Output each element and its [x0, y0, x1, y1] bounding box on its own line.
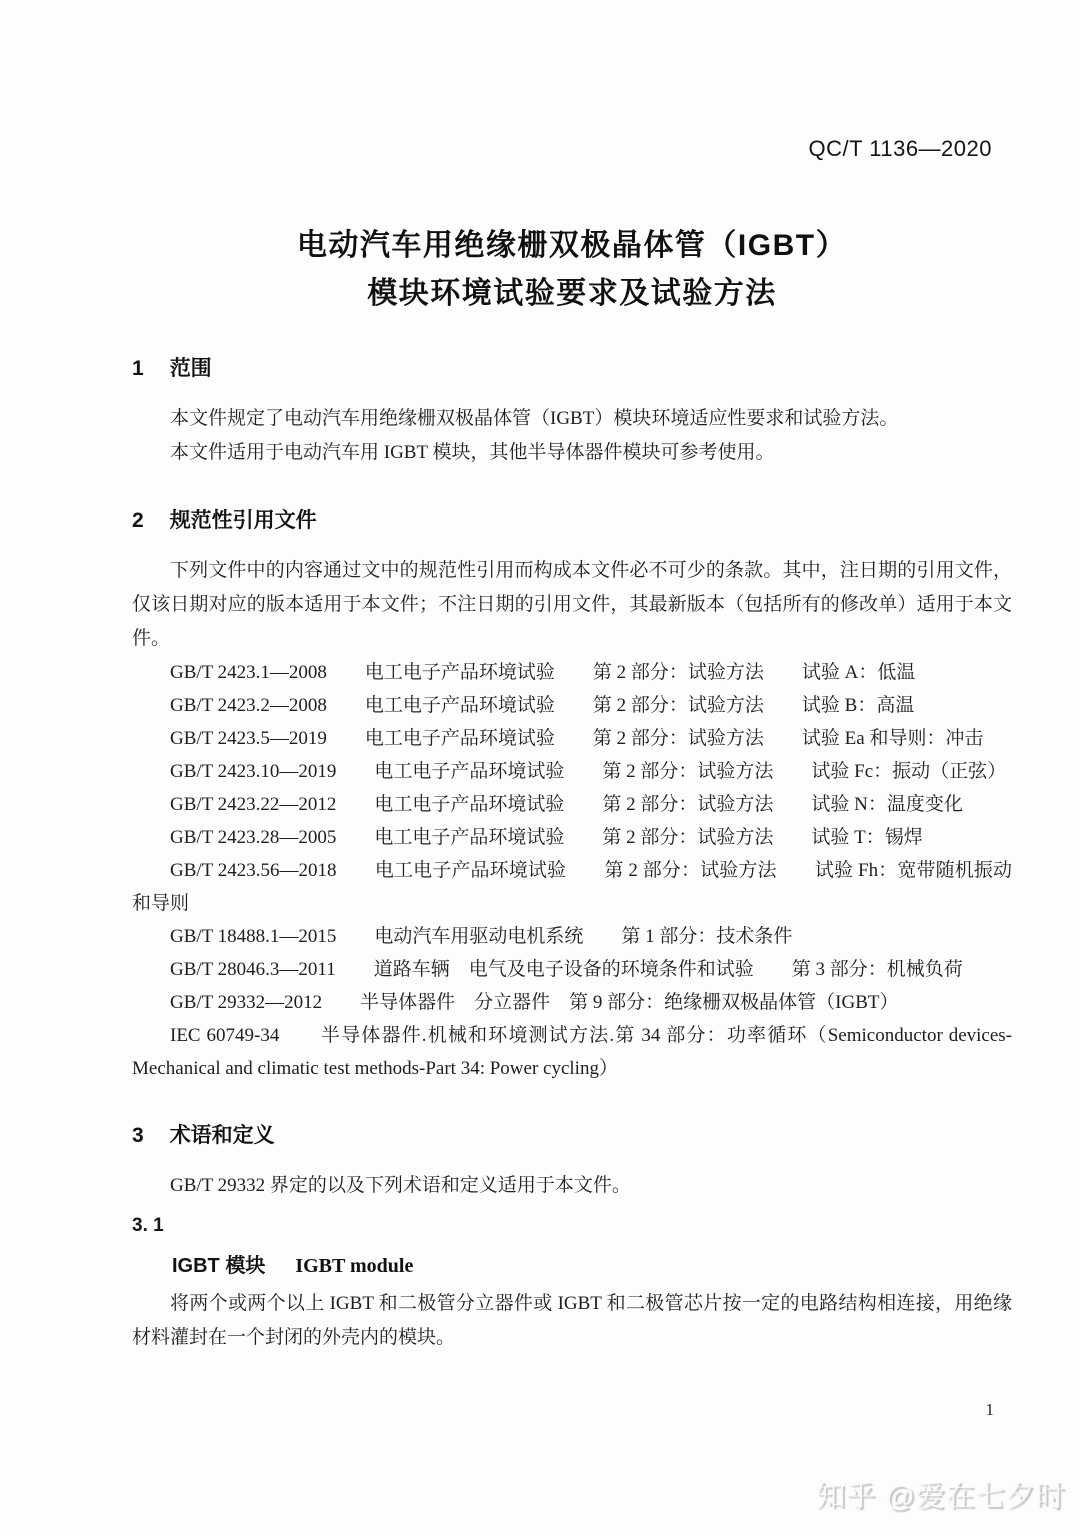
reference-item: GB/T 2423.22—2012 电工电子产品环境试验 第 2 部分：试验方法 试验 N：温度变化: [170, 794, 963, 815]
page-number: 1: [985, 1400, 994, 1419]
section-3-number: 3: [132, 1124, 144, 1147]
section-1-number: 1: [132, 357, 144, 380]
reference-item: GB/T 2423.1—2008 电工电子产品环境试验 第 2 部分：试验方法 试验 A：低温: [170, 662, 916, 683]
normative-references-list: [132, 656, 1012, 1085]
reference-item: IEC 60749-34 半导体器件.机械和环境测试方法.第 34 部分：功率循环（Semiconductor devices-Mechanical and climatic test methods-Part 34: Power cycling）: [132, 1025, 1012, 1079]
clause-number: 3. 1: [132, 1215, 164, 1236]
scope-paragraph: 本文件规定了电动汽车用绝缘栅双极晶体管（IGBT）模块环境适应性要求和试验方法。: [170, 408, 899, 429]
reference-item: GB/T 2423.10—2019 电工电子产品环境试验 第 2 部分：试验方法 试验 Fc：振动（正弦）: [170, 761, 1007, 782]
reference-item: GB/T 28046.3—2011 道路车辆 电气及电子设备的环境条件和试验 第 3 部分：机械负荷: [170, 959, 963, 980]
term-definition: 将两个或两个以上 IGBT 和二极管分立器件或 IGBT 和二极管芯片按一定的电路结构相连接，用绝缘材料灌封在一个封闭的外壳内的模块。: [132, 1293, 1012, 1348]
section-1-heading: [132, 356, 1012, 382]
scope-paragraph: 本文件适用于电动汽车用 IGBT 模块，其他半导体器件模块可参考使用。: [170, 442, 775, 463]
term-english: IGBT module: [295, 1255, 414, 1277]
document-title: [132, 222, 1012, 318]
reference-item: GB/T 29332—2012 半导体器件 分立器件 第 9 部分：绝缘栅双极晶体管（IGBT）: [170, 992, 899, 1013]
section-2-title: 规范性引用文件: [169, 509, 317, 532]
reference-item: GB/T 2423.2—2008 电工电子产品环境试验 第 2 部分：试验方法 试验 B：高温: [170, 695, 915, 716]
reference-item: GB/T 18488.1—2015 电动汽车用驱动电机系统 第 1 部分：技术条件: [170, 926, 793, 947]
standard-code: QC/T 1136—2020: [808, 136, 992, 161]
reference-item: GB/T 2423.28—2005 电工电子产品环境试验 第 2 部分：试验方法 试验 T：锡焊: [170, 827, 923, 848]
section-1-title: 范围: [169, 357, 212, 380]
document-title-line1: 电动汽车用绝缘栅双极晶体管（IGBT）: [296, 229, 848, 262]
reference-item: GB/T 2423.5—2019 电工电子产品环境试验 第 2 部分：试验方法 试验 Ea 和导则：冲击: [170, 728, 984, 749]
section-3-title: 术语和定义: [169, 1124, 275, 1147]
reference-item: GB/T 2423.56—2018 电工电子产品环境试验 第 2 部分：试验方法 试验 Fh：宽带随机振动和导则: [132, 860, 1012, 914]
section-2-number: 2: [132, 509, 144, 532]
term-line: [132, 1251, 1012, 1281]
section-2-heading: [132, 508, 1012, 534]
document-title-line2: 模块环境试验要求及试验方法: [367, 277, 777, 310]
watermark: 知乎 @爱在七夕时: [816, 1481, 1066, 1513]
section-3-heading: [132, 1123, 1012, 1149]
terms-intro: GB/T 29332 界定的以及下列术语和定义适用于本文件。: [170, 1175, 631, 1196]
term-chinese: IGBT 模块: [172, 1255, 266, 1277]
normative-references-intro: 下列文件中的内容通过文中的规范性引用而构成本文件必不可少的条款。其中，注日期的引用文件，仅该日期对应的版本适用于本文件；不注日期的引用文件，其最新版本（包括所有的修改单）适用于本文件。: [132, 560, 1012, 649]
